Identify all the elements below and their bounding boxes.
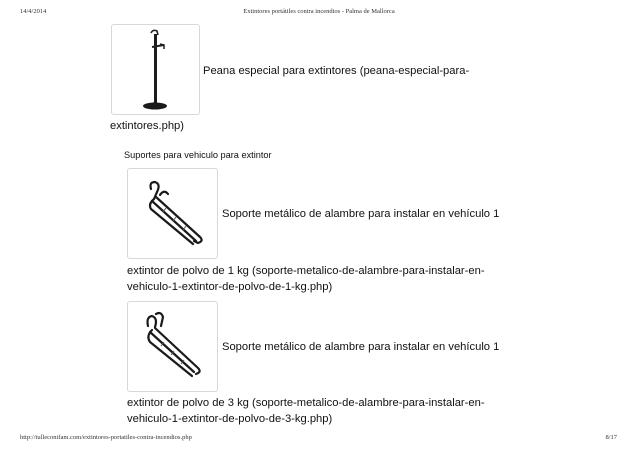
bracket-1kg-link-line2[interactable]: extintor de polvo de 1 kg (soporte-metalico-de-alambre-para-instalar-en- [127,265,485,277]
bracket-3kg-link-line1[interactable]: Soporte metálico de alambre para instalar en vehículo 1 [222,341,500,353]
wire-bracket-1kg-image [128,169,219,260]
bracket-3kg-link-line2[interactable]: extintor de polvo de 3 kg (soporte-metalico-de-alambre-para-instalar-en- [127,397,485,409]
product-thumbnail-stand[interactable] [111,24,200,115]
stand-link-line1[interactable]: Peana especial para extintores (peana-especial-para- [203,65,470,77]
print-page-title: Extintores portátiles contra incendios - Palma de Mallorca [243,8,395,15]
product-thumbnail-bracket-3kg[interactable] [127,301,218,392]
bracket-1kg-link-line1[interactable]: Soporte metálico de alambre para instalar en vehículo 1 [222,208,500,220]
print-date: 14/4/2014 [20,8,47,15]
section-heading: Suportes para vehiculo para extintor [124,150,272,160]
bracket-3kg-link-line3[interactable]: vehiculo-1-extintor-de-polvo-de-3-kg.php) [127,413,333,425]
print-page-number: 8/17 [605,434,617,441]
bracket-1kg-link-line3[interactable]: vehiculo-1-extintor-de-polvo-de-1-kg.php) [127,281,333,293]
stand-link-line2[interactable]: extintores.php) [110,120,185,132]
wire-bracket-3kg-image [128,302,219,393]
print-page-url: http://tulleconifam.com/extintores-portatiles-contra-incendios.php [20,434,192,441]
fire-extinguisher-stand-image [112,25,201,116]
product-thumbnail-bracket-1kg[interactable] [127,168,218,259]
